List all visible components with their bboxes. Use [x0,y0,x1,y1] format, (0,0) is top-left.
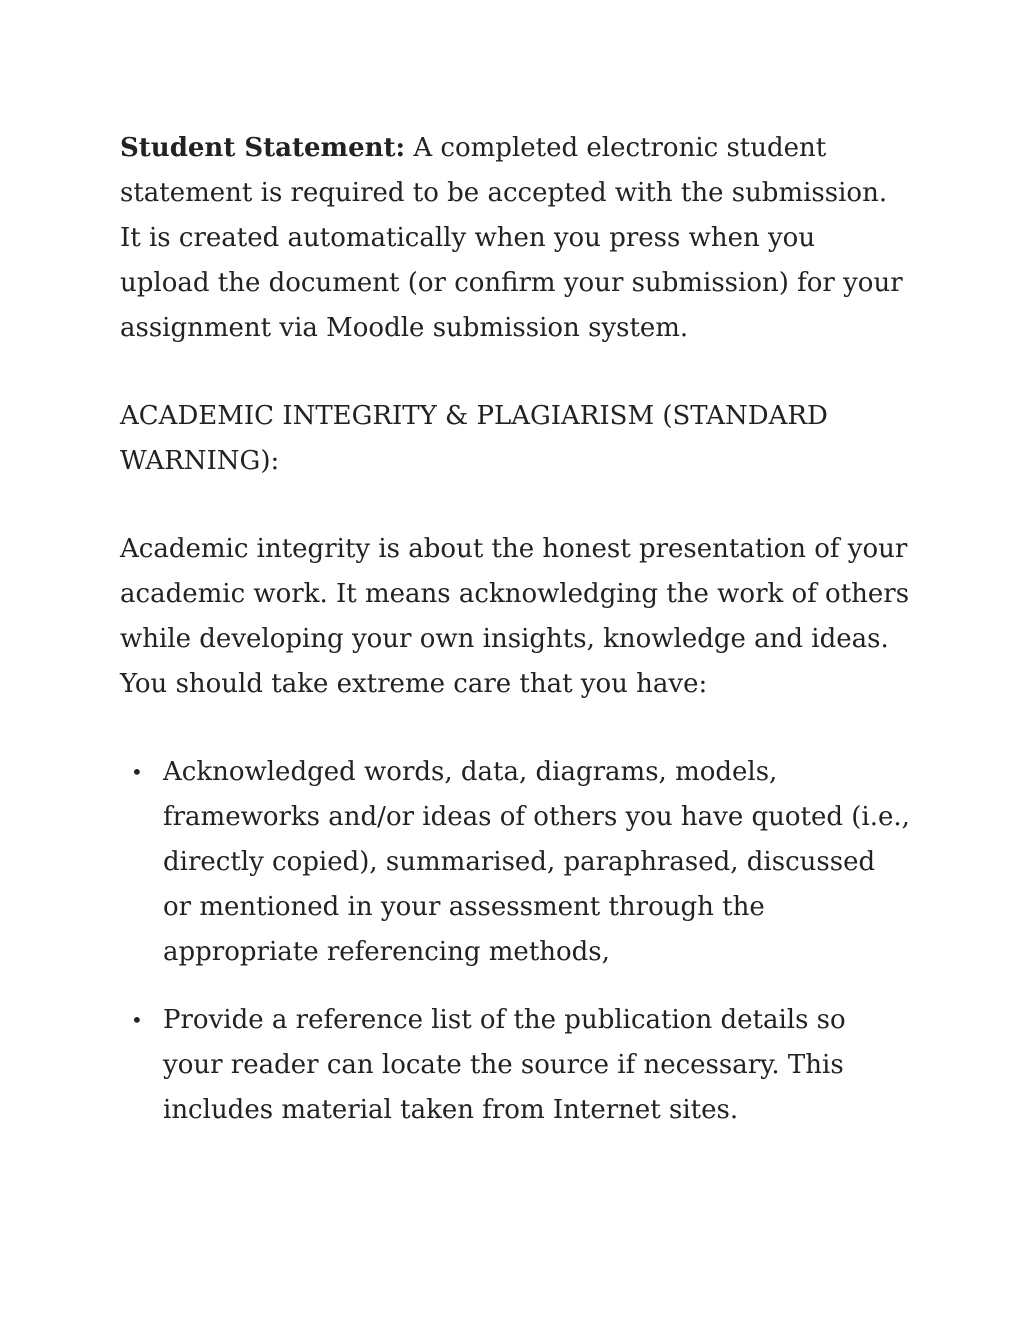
student-statement-paragraph [120,126,910,351]
document-page [120,126,910,1156]
student-statement-label: Student Statement: [120,133,406,163]
list-item-text: Acknowledged words, data, diagrams, models, frameworks and/or ideas of others you have quoted (i.e., directly copied), summarised, paraphrased, discussed or mentioned in your assessment through the appropriate referencing methods, [163,757,910,967]
integrity-heading: ACADEMIC INTEGRITY & PLAGIARISM (STANDARD WARNING): [120,401,828,476]
bullet-icon: • [131,760,143,784]
integrity-intro-paragraph: Academic integrity is about the honest presentation of your academic work. It means acknowledging the work of others while developing your own insights, knowledge and ideas. You should take extreme care that you have: [120,534,910,699]
list-item [120,998,910,1133]
integrity-bullet-list [120,750,910,1133]
student-statement-text: A completed electronic student statement is required to be accepted with the submission. It is created automatically when you press when you upload the document (or confirm your submission) for your assignment via Moodle submission system. [120,133,903,343]
bullet-icon: • [131,1008,143,1032]
list-item [120,750,910,975]
list-item-text: Provide a reference list of the publication details so your reader can locate the source if necessary. This includes material taken from Internet sites. [163,1005,846,1125]
